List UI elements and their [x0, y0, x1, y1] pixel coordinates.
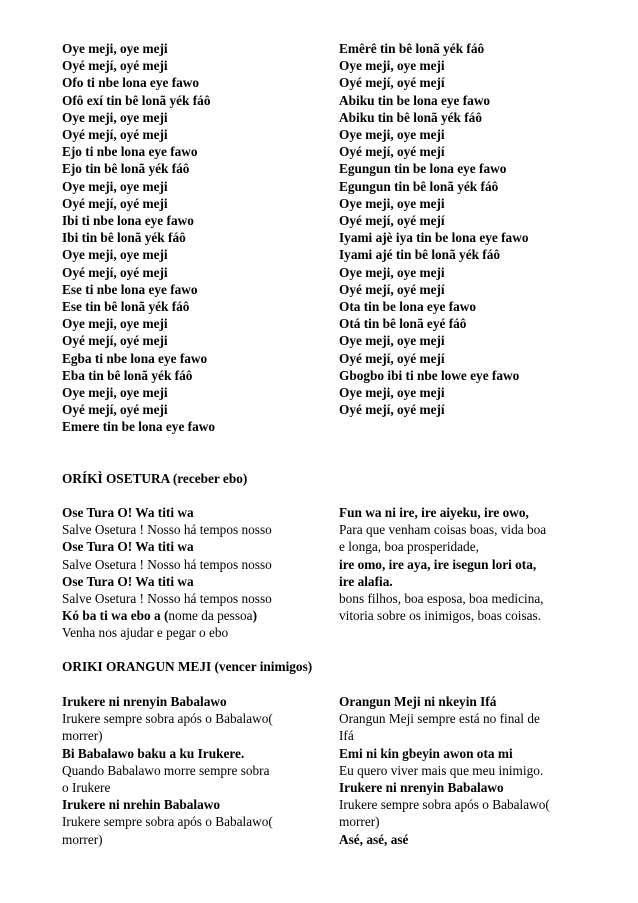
lyric-line: Egba ti nbe lona eye fawo [62, 350, 208, 366]
translation-line: morrer) [339, 814, 380, 830]
lyric-line: Eba tin bê lonã yék fáô [62, 367, 193, 383]
yoruba-line: Emi ni kin gbeyin awon ota mi [339, 745, 513, 761]
lyric-line: Oyé mejí, oyé meji [62, 127, 168, 143]
lyric-line: Oye meji, oye meji [339, 385, 445, 401]
lyric-line: Oye meji, oye meji [62, 178, 168, 194]
lyric-line: Oyé mejí, oyé meji [62, 264, 168, 280]
lyric-line: Otá tin bê lonã eyé fáô [339, 316, 467, 332]
translation-line: morrer) [62, 728, 103, 744]
yoruba-line [62, 607, 332, 624]
translation-line: bons filhos, boa esposa, boa medicina, [339, 591, 544, 607]
lyric-line: Emêrê tin bê lonã yék fáô [339, 41, 485, 56]
lyric-line: Oyé mejí, oyé mejí [339, 350, 445, 366]
lyric-line: Oyé mejí, oyé meji [62, 333, 168, 349]
translation-line: Venha nos ajudar e pegar o ebo [62, 625, 229, 641]
yoruba-line: Irukere ni nrenyin Babalawo [62, 694, 227, 709]
mixed-line-normal-part: nome da pessoa [168, 608, 253, 624]
lyric-line: Oyé mejí, oyé mejí [339, 75, 445, 91]
translation-line: Eu quero viver mais que meu inimigo. [339, 762, 544, 778]
translation-line: Irukere sempre sobra após o Babalawo( [62, 814, 273, 830]
yoruba-line: Irukere ni nrehin Babalawo [62, 797, 220, 813]
orangun-heading: ORIKI ORANGUN MEJI (vencer inimigos) [62, 659, 313, 674]
lyric-line: Ibi tin bê lonã yék fáô [62, 230, 186, 246]
yoruba-line: Irukere ni nrenyin Babalawo [339, 780, 504, 796]
yoruba-line: Asé, asé, asé [339, 831, 409, 847]
yoruba-line: Ose Tura O! Wa titi wa [62, 573, 194, 589]
lyric-line: Oye meji, oye meji [339, 195, 445, 211]
yoruba-line: Ose Tura O! Wa titi wa [62, 539, 194, 555]
translation-line: morrer) [62, 831, 103, 847]
translation-line: Salve Osetura ! Nosso há tempos nosso [62, 556, 272, 572]
lyric-line: Ofô exí tin bê lonã yék fáô [62, 92, 211, 108]
lyric-line: Gbogbo ibi ti nbe lowe eye fawo [339, 367, 520, 383]
mixed-line-bold-part: ) [252, 608, 258, 624]
lyric-line: Oyé mejí, oyé mejí [339, 144, 445, 160]
lyric-line: Oye meji, oye meji [339, 127, 445, 143]
lyric-line: Oyé mejí, oyé mejí [339, 402, 445, 418]
lyric-line: Ejo ti nbe lona eye fawo [62, 144, 198, 160]
lyric-line: Oye meji, oye meji [62, 109, 168, 125]
yoruba-line: Bi Babalawo baku a ku Irukere. [62, 745, 245, 761]
lyric-line: Ofo ti nbe lona eye fawo [62, 75, 200, 91]
orangun-left-column [62, 693, 332, 848]
lyric-line: Oyé mejí, oyé meji [62, 195, 168, 211]
lyric-line: Ibi ti nbe lona eye fawo [62, 213, 194, 229]
translation-line: vitoria sobre os inimigos, boas coisas. [339, 608, 542, 624]
lyric-line: Oye meji, oye meji [62, 247, 168, 263]
translation-line: Ifá [339, 728, 354, 744]
yoruba-line: Fun wa ni ire, ire aiyeku, ire owo, [339, 505, 529, 520]
mixed-line-bold-part: Kó ba ti wa ebo a ( [62, 608, 169, 624]
translation-line: e longa, boa prosperidade, [339, 539, 479, 555]
translation-line: Quando Babalawo morre sempre sobra [62, 762, 270, 778]
yoruba-line: ire omo, ire aya, ire isegun lori ota, [339, 556, 537, 572]
lyric-line: Emere tin be lona eye fawo [62, 419, 216, 435]
lyric-line: Oyé mejí, oyé mejí [339, 213, 445, 229]
translation-line: o Irukere [62, 780, 111, 796]
yoruba-line: ire alafia. [339, 573, 393, 589]
orangun-right-column [339, 693, 589, 848]
lyric-line: Egungun tin bê lonã yék fáô [339, 178, 499, 194]
osetura-right-column [339, 504, 589, 624]
lyric-line: Iyami ajé tin bê lonã yék fáô [339, 247, 501, 263]
yoruba-line: Orangun Meji ni nkeyin Ifá [339, 694, 497, 709]
translation-line: Salve Osetura ! Nosso há tempos nosso [62, 591, 272, 607]
lyric-line: Oye meji, oye meji [339, 333, 445, 349]
lyric-line: Ota tin be lona eye fawo [339, 299, 477, 315]
translation-line: Orangun Meji sempre está no final de [339, 711, 540, 727]
song-left-column [62, 40, 332, 436]
translation-line: Salve Osetura ! Nosso há tempos nosso [62, 522, 272, 538]
lyric-line: Egungun tin be lona eye fawo [339, 161, 507, 177]
lyric-line: Abiku tin bê lonã yék fáô [339, 109, 482, 125]
translation-line: Irukere sempre sobra após o Babalawo( [62, 711, 273, 727]
lyric-line: Oyé mejí, oyé meji [62, 58, 168, 74]
yoruba-line: Ose Tura O! Wa titi wa [62, 505, 194, 520]
lyric-line: Oye meji, oye meji [62, 316, 168, 332]
lyric-line: Oye meji, oye meji [339, 264, 445, 280]
lyric-line: Oyé mejí, oyé mejí [339, 281, 445, 297]
osetura-heading: ORÍKÌ OSETURA (receber ebo) [62, 471, 248, 486]
lyric-line: Ejo tin bê lonã yék fáô [62, 161, 190, 177]
translation-line: Para que venham coisas boas, vida boa [339, 522, 547, 538]
lyric-line: Abiku tin be lona eye fawo [339, 92, 491, 108]
song-right-column [339, 40, 589, 418]
lyric-line: Oye meji, oye meji [62, 385, 168, 401]
lyric-line: Iyami ajè iya tin be lona eye fawo [339, 230, 529, 246]
lyric-line: Oyé mejí, oyé meji [62, 402, 168, 418]
lyric-line: Ese tin bê lonã yék fáô [62, 299, 190, 315]
lyric-line: Ese ti nbe lona eye fawo [62, 281, 198, 297]
lyric-line: Oye meji, oye meji [62, 41, 168, 56]
osetura-left-column [62, 504, 332, 642]
translation-line: Irukere sempre sobra após o Babalawo( [339, 797, 550, 813]
lyric-line: Oye meji, oye meji [339, 58, 445, 74]
